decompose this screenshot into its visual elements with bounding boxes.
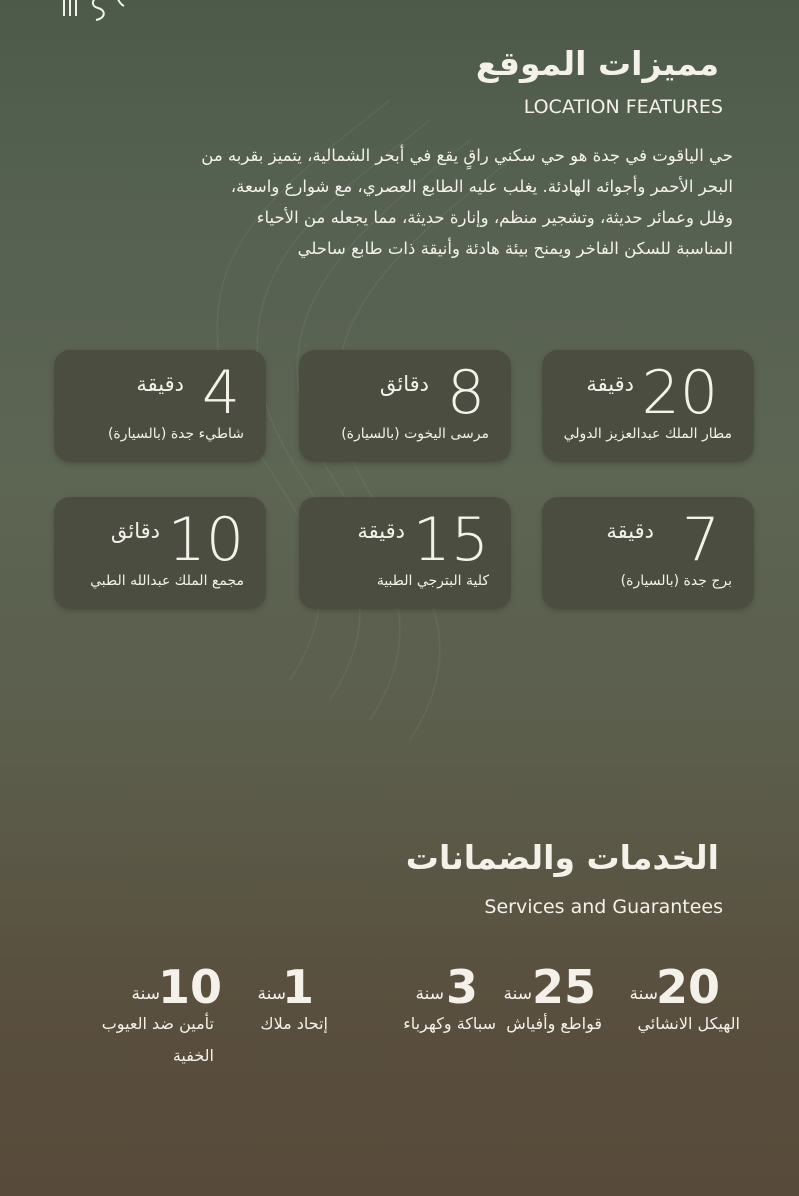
- distance-number: 7: [681, 505, 720, 575]
- location-features-title-en: LOCATION FEATURES: [523, 96, 723, 118]
- guarantee-label: [637, 1008, 740, 1040]
- distance-unit: دقيقة: [586, 372, 634, 396]
- distance-label: مطار الملك عبدالعزيز الدولي: [563, 426, 732, 442]
- services-title-en: Services and Guarantees: [484, 896, 723, 918]
- description-line: حي الياقوت في جدة هو حي سكني راقٍ يقع في أبحر الشمالية، يتميز بقربه من: [201, 146, 733, 165]
- guarantee-unit: سنة: [415, 984, 444, 1004]
- distance-label: كلية البترجي الطبية: [376, 573, 489, 589]
- guarantee-label-line: سباكة وكهرباء: [403, 1014, 496, 1033]
- guarantee-unit: سنة: [503, 984, 532, 1004]
- guarantee-number: 20: [655, 960, 720, 1014]
- distance-number: 15: [412, 505, 489, 575]
- guarantee-plumbing: [360, 958, 500, 1078]
- distance-card-king-abdullah-medical: [54, 497, 266, 609]
- distance-number: 20: [641, 358, 718, 428]
- guarantee-unit: سنة: [131, 984, 160, 1004]
- guarantee-hidden-defects-insurance: [84, 958, 224, 1078]
- distance-label: مجمع الملك عبدالله الطبي: [90, 573, 244, 589]
- distance-card-beach: [54, 350, 266, 462]
- guarantee-label-line: قواطع وأفياش: [506, 1014, 602, 1033]
- location-description: [133, 140, 733, 264]
- distance-label: برج جدة (بالسيارة): [620, 573, 732, 589]
- guarantee-label-line: إتحاد ملاك: [260, 1014, 328, 1033]
- brand-logo-icon: [46, 0, 136, 34]
- guarantee-unit: سنة: [629, 984, 658, 1004]
- location-features-title-ar: مميزات الموقع: [475, 44, 719, 83]
- distance-unit: دقائق: [379, 372, 429, 396]
- distance-card-marina: [299, 350, 511, 462]
- guarantee-number: 10: [157, 960, 222, 1014]
- guarantee-unit: سنة: [257, 984, 286, 1004]
- guarantee-label-line: تأمين ضد العيوب: [101, 1014, 214, 1033]
- guarantee-label: [403, 1008, 496, 1040]
- guarantee-label-line: الخفية: [172, 1046, 214, 1065]
- guarantee-label: [506, 1008, 602, 1040]
- services-title-ar: الخدمات والضمانات: [405, 838, 719, 877]
- distance-label: شاطيء جدة (بالسيارة): [107, 426, 244, 442]
- distance-unit: دقيقة: [136, 372, 184, 396]
- guarantee-number: 1: [281, 960, 314, 1014]
- description-line: وفلل وعمائر حديثة، وتشجير منظم، وإنارة حديثة، مما يجعله من الأحياء: [256, 208, 733, 227]
- distance-card-airport: [542, 350, 754, 462]
- description-line: المناسبة للسكن الفاخر ويمنح بيئة هادئة وأنيقة ذات طابع ساحلي: [297, 239, 733, 258]
- guarantee-number: 25: [531, 960, 596, 1014]
- distance-unit: دقيقة: [357, 519, 405, 543]
- guarantee-number: 3: [445, 960, 478, 1014]
- distance-label: مرسى اليخوت (بالسيارة): [341, 426, 489, 442]
- guarantee-label: [102, 1008, 214, 1072]
- distance-card-batterjee-college: [299, 497, 511, 609]
- guarantee-structure: [600, 958, 740, 1078]
- description-line: البحر الأحمر وأجوائه الهادئة. يغلب عليه الطابع العصري، مع شوارع واسعة،: [230, 177, 733, 196]
- distance-unit: دقيقة: [606, 519, 654, 543]
- guarantee-label-line: الهيكل الانشائي: [637, 1014, 740, 1033]
- distance-number: 4: [201, 358, 240, 428]
- distance-number: 10: [167, 505, 244, 575]
- distance-number: 8: [446, 358, 485, 428]
- guarantee-label: [260, 1008, 328, 1040]
- distance-unit: دقائق: [110, 519, 160, 543]
- distance-card-jeddah-tower: [542, 497, 754, 609]
